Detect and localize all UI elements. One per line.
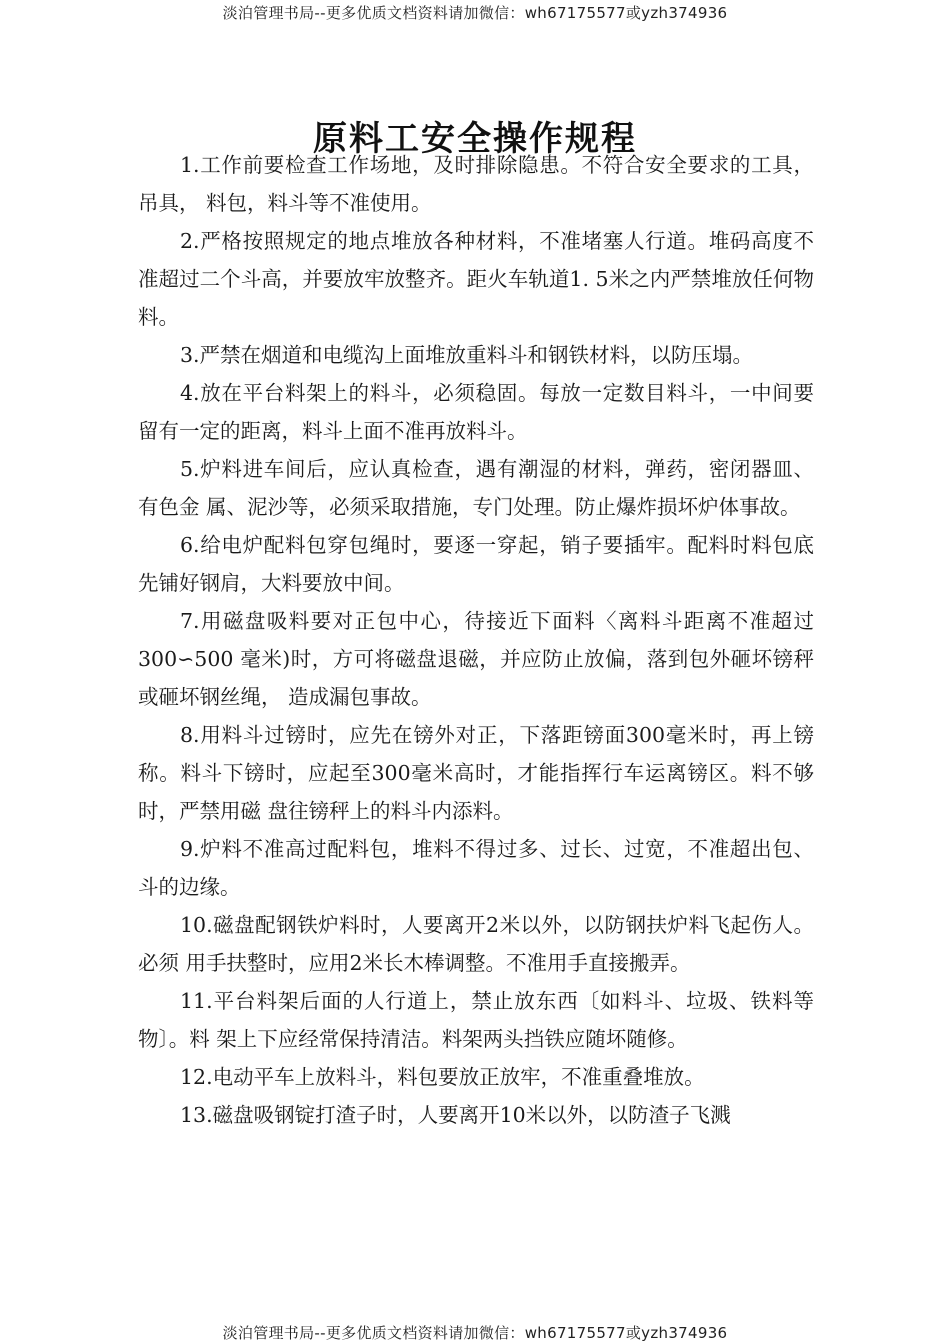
clause-13: 13.磁盘吸钢锭打渣子时，人要离开10米以外，以防渣子飞溅: [180, 1103, 731, 1127]
clause-2: 2.严格按照规定的地点堆放各种材料，不准堵塞人行道。堆码高度不准超过二个斗高，并要放牢放整齐。距火车轨道1. 5米之内严禁堆放任何物料。: [138, 229, 814, 329]
clause-11: 11.平台料架后面的人行道上，禁止放东西〔如料斗、垃圾、铁料等物〕。料 架上下应经常保持清洁。料架两头挡铁应随坏随修。: [138, 989, 814, 1051]
clause-10: 10.磁盘配钢铁炉料时，人要离开2米以外，以防钢扶炉料飞起伤人。必须 用手扶整时，应用2米长木棒调整。不准用手直接搬弄。: [138, 913, 814, 975]
clause-4: 4.放在平台料架上的料斗，必须稳固。每放一定数目料斗，一中间要留有一定的距离，料斗上面不准再放料斗。: [138, 381, 814, 443]
clause-12: 12.电动平车上放料斗，料包要放正放牢，不准重叠堆放。: [180, 1065, 705, 1089]
document-body: [138, 146, 814, 1134]
clause-6: 6.给电炉配料包穿包绳时，要逐一穿起，销子要插牢。配料时料包底先铺好钢肩，大料要放中间。: [138, 533, 814, 595]
clause-3: 3.严禁在烟道和电缆沟上面堆放重料斗和钢铁材料，以防压塌。: [180, 343, 754, 367]
clause-5: 5.炉料进车间后，应认真检查，遇有潮湿的材料，弹药，密闭器皿、有色金 属、泥沙等，必须采取措施，专门处理。防止爆炸损坏炉体事故。: [138, 457, 814, 519]
clause-7: 7.用磁盘吸料要对正包中心，待接近下面料〈离料斗距离不准超过300∽500 毫米)时，方可将磁盘退磁，并应防止放偏，落到包外砸坏镑秤或砸坏钢丝绳， 造成漏包事故。: [138, 609, 814, 709]
page-title: 原料工安全操作规程: [313, 118, 637, 159]
header-watermark-note: 淡泊管理书局--更多优质文档资料请加微信：wh67175577或yzh374936: [222, 4, 728, 22]
footer-watermark-note: 淡泊管理书局--更多优质文档资料请加微信：wh67175577或yzh374936: [222, 1324, 728, 1342]
clause-8: 8.用料斗过镑时，应先在镑外对正，下落距镑面300毫米时，再上镑称。料斗下镑时，应起至300毫米高时，才能指挥行车运离镑区。料不够时，严禁用磁 盘往镑秤上的料斗内添料。: [138, 723, 814, 823]
clause-9: 9.炉料不准高过配料包，堆料不得过多、过长、过宽，不准超出包、斗的边缘。: [138, 837, 814, 899]
clause-1: 1.工作前要检查工作场地，及时排除隐患。不符合安全要求的工具，吊具， 料包，料斗等不准使用。: [138, 153, 814, 215]
